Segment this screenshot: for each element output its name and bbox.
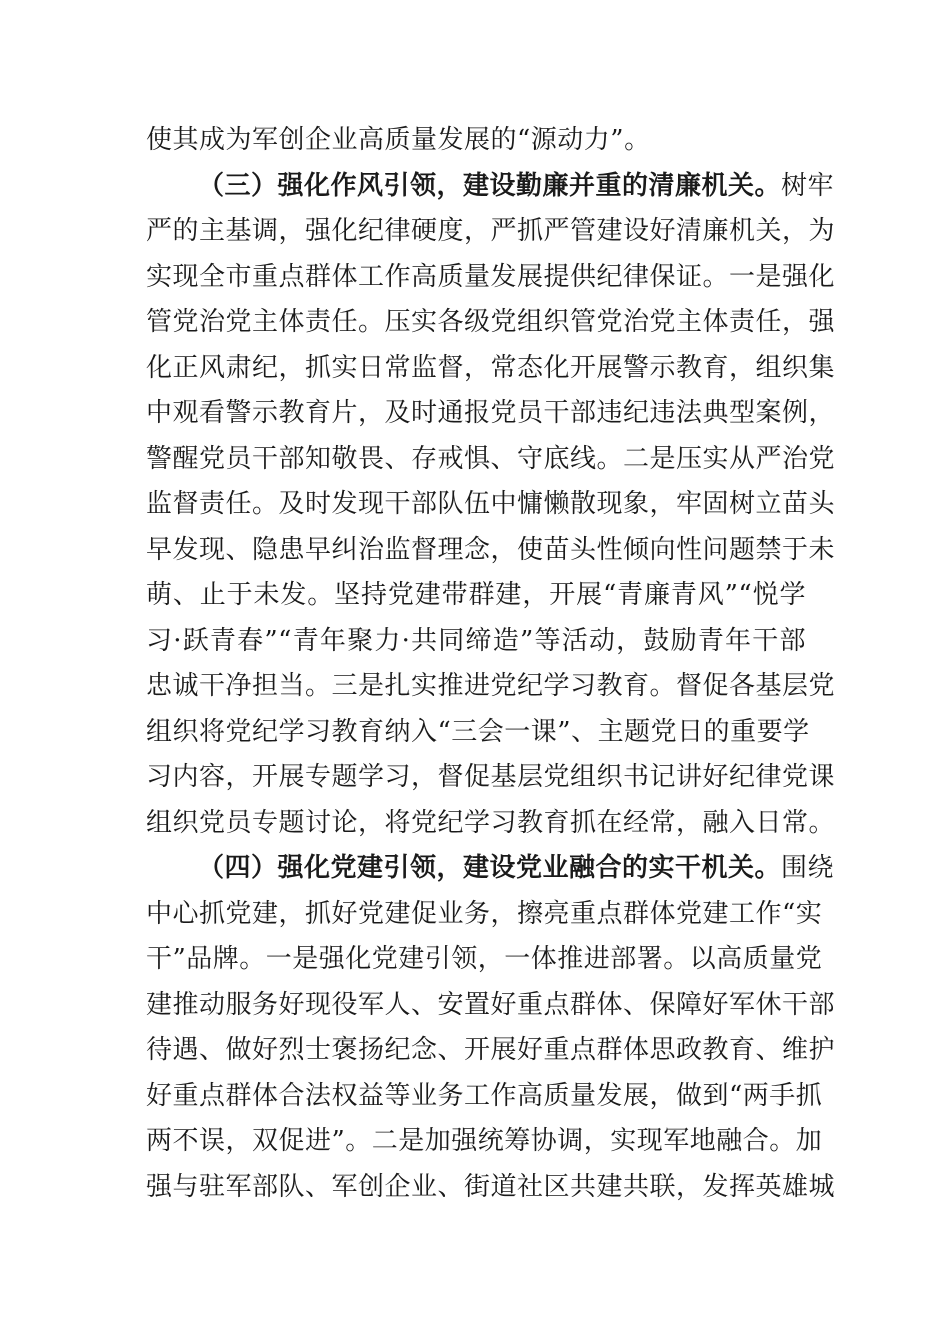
- paragraph-line: 组织将党纪学习教育纳入“三会一课”、主题党日的重要学: [146, 716, 810, 747]
- paragraph-line: 习·跃青春”“青年聚力·共同缔造”等活动，鼓励青年干部: [146, 625, 806, 656]
- paragraph-line: 中观看警示教育片，及时通报党员干部违纪违法典型案例，: [146, 398, 836, 428]
- paragraph-line: 干”品牌。一是强化党建引领，一体推进部署。以高质量党: [146, 944, 823, 974]
- paragraph-line: 忠诚干净担当。三是扎实推进党纪学习教育。督促各基层党: [146, 671, 836, 701]
- paragraph-line: 好重点群体合法权益等业务工作高质量发展，做到“两手抓: [146, 1080, 823, 1111]
- paragraph-line: 严的主基调，强化纪律硬度，严抓严管建设好清廉机关，为: [146, 216, 836, 246]
- paragraph-line: 使其成为军创企业高质量发展的“源动力”。: [146, 125, 651, 155]
- paragraph-line: 萌、止于未发。坚持党建带群建，开展“青廉青风”“悦学: [146, 580, 806, 610]
- section-3-heading: （三）强化作风引领，建设勤廉并重的清廉机关。: [198, 170, 782, 201]
- paragraph-line: 监督责任。及时发现干部队伍中慵懒散现象，牢固树立苗头: [146, 489, 836, 519]
- paragraph-line: 强与驻军部队、军创企业、街道社区共建共联，发挥英雄城: [146, 1171, 836, 1202]
- section-heading-line: [146, 164, 835, 210]
- paragraph-line: 管党治党主体责任。压实各级党组织管党治党主体责任，强: [146, 307, 836, 337]
- paragraph-line: 中心抓党建，抓好党建促业务，擦亮重点群体党建工作“实: [146, 898, 823, 929]
- paragraph-line: 实现全市重点群体工作高质量发展提供纪律保证。一是强化: [146, 261, 836, 292]
- paragraph-line: 习内容，开展专题学习，督促基层党组织书记讲好纪律党课: [146, 762, 836, 792]
- paragraph-line: 组织党员专题讨论，将党纪学习教育抓在经常，融入日常。: [146, 807, 836, 838]
- paragraph-line: 两不误，双促进”。二是加强统筹协调，实现军地融合。加: [146, 1126, 823, 1156]
- paragraph-line: 建推动服务好现役军人、安置好重点群体、保障好军休干部: [146, 989, 836, 1020]
- paragraph-line: 化正风肃纪，抓实日常监督，常态化开展警示教育，组织集: [146, 352, 836, 383]
- section-4-lead-text: 围绕: [781, 853, 835, 883]
- section-3-lead-text: 树牢: [781, 170, 835, 201]
- section-4-heading: （四）强化党建引领，建设党业融合的实干机关。: [198, 853, 782, 883]
- paragraph-line: 警醒党员干部知敬畏、存戒惧、守底线。二是压实从严治党: [146, 443, 836, 474]
- paragraph-line: 待遇、做好烈士褒扬纪念、开展好重点群体思政教育、维护: [146, 1035, 836, 1065]
- section-heading-line: [146, 846, 835, 892]
- paragraph-line: 早发现、隐患早纠治监督理念，使苗头性倾向性问题禁于未: [146, 534, 836, 565]
- document-body: [146, 118, 836, 1210]
